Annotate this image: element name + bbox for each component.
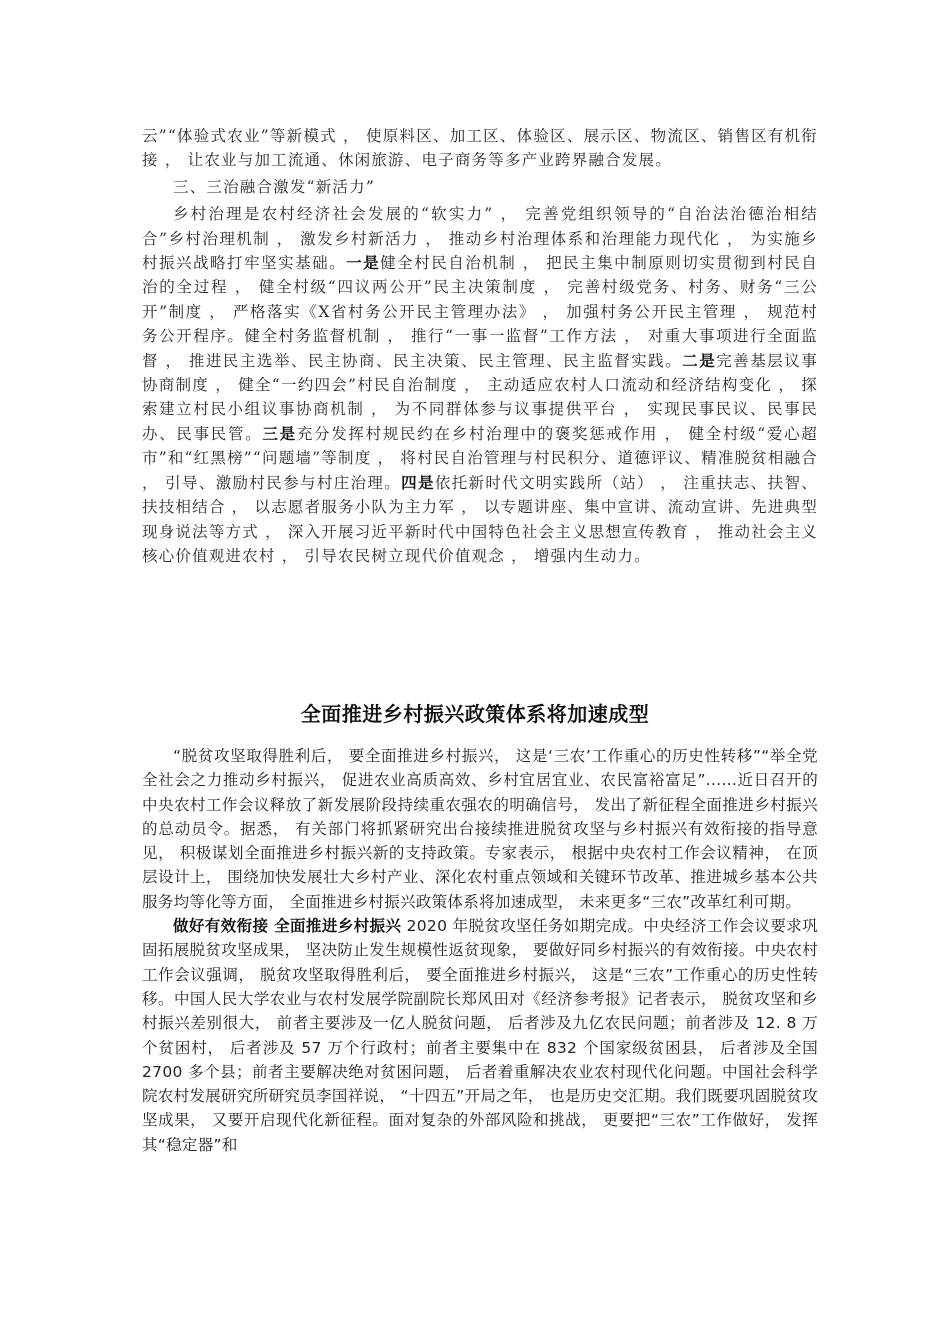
governance-intro: 乡村治理是农村经济社会发展的“软实力” ， 完善党组织领导的“自治法治德治相结合”乡村治理机制 ， 激发乡村新活力 ， 推动乡村治理体系和治理能力现代化 ， 为实施乡村振兴战略打牢坚实基础。: [142, 205, 818, 273]
section-three-governance: [142, 124, 818, 568]
point-text-2: 完善基层议事协商制度 ， 健全“一约四会”村民自治制度 ， 主动适应农村人口流动和经济结构变化 ， 探索建立村民小组议事协商机制 ， 为不同群体参与议事提供平台 ， 实现民事民议、民事民办、民事民管。: [142, 351, 819, 443]
article-paragraph-1: “脱贫攻坚取得胜利后， 要全面推进乡村振兴， 这是‘三农’工作重心的历史性转移”“举全党全社会之力推动乡村振兴， 促进农业高质高效、乡村宜居宜业、农民富裕富足”......近日召开的中央农村工作会议释放了新发展阶段持续重农强农的明确信号， 发出了新征程全面推进乡村振兴的总动员令。据悉， 有关部门将抓紧研究出台接续推进脱贫攻坚与乡村振兴有效衔接的指导意见， 积极谋划全面推进乡村振兴新的支持政策。专家表示， 根据中央农村工作会议精神， 在顶层设计上， 围绕加快发展壮大乡村产业、深化农村重点领域和关键环节改革、推进城乡基本公共服务均等化等方面， 全面推进乡村振兴政策体系将加速成型， 未来更多“三农”改革红利可期。: [142, 747, 818, 911]
article-body: [142, 744, 818, 1157]
point-text-1: 健全村民自治机制 ， 把民主集中制原则切实贯彻到村民自治的全过程 ， 健全村级“四议两公开”民主决策制度 ， 完善村级党务、村务、财务“三公开”制度 ， 严格落实《X省村务公开民主管理办法》 ， 加强村务公开民主管理 ， 规范村务公开程序。健全村务监督机制 ， 推行“一事一监督”工作方法 ， 对重大事项进行全面监督 ， 推进民主选举、民主协商、民主决策、民主管理、民主监督实践。: [142, 254, 819, 370]
point-text-3: 充分发挥村规民约在乡村治理中的褒奖惩戒作用 ， 健全村级“爱心超市”和“红黑榜”“问题墙”等制度 ， 将村民自治管理与村民积分、道德评议、精准脱贫相融合 ， 引导、激励村民参与村庄治理。: [142, 424, 818, 492]
governance-paragraph: [142, 202, 818, 568]
article-title: 全面推进乡村振兴政策体系将加速成型: [300, 702, 650, 726]
continuation-paragraph: 云”“体验式农业”等新模式 ， 使原料区、加工区、体验区、展示区、物流区、销售区有机衔接 ， 让农业与加工流通、休闲旅游、电子商务等多产业跨界融合发展。: [142, 127, 818, 170]
section-heading: 三、三治融合激发“新活力”: [173, 177, 375, 196]
paragraph-2-text: 2020 年脱贫攻坚任务如期完成。中央经济工作会议要求巩固拓展脱贫攻坚成果， 坚决防止发生规模性返贫现象， 要做好同乡村振兴的有效衔接。中央农村工作会议强调， 脱贫攻坚取得胜利后， 要全面推进乡村振兴， 这是“三农”工作重心的历史性转移。中国人民大学农业与农村发展学院副院长郑风田对《经济参考报》记者表示， 脱贫攻坚和乡村振兴差别很大， 前者主要涉及一亿人脱贫问题， 后者涉及九亿农民问题；前者涉及 12. 8 万个贫困村， 后者涉及 57 万个行政村；前者主要集中在 832 个国家级贫困县， 后者涉及全国 2700 多个县；前者主要解决绝对贫困问题， 后者着重解决农业农村现代化问题。中国社会科学院农村发展研究所研究员李国祥说， “十四五”开局之年， 也是历史交汇期。我们既要巩固脱贫攻坚成果， 又要开启现代化新征程。面对复杂的外部风险和挑战， 更要把“三农”工作做好， 发挥其“稳定器”和: [142, 917, 818, 1154]
article-paragraph-2: [142, 914, 818, 1157]
point-marker-3: 三是: [262, 423, 297, 443]
point-text-4: 依托新时代文明实践所（站） ， 注重扶志、扶智、扶技相结合 ， 以志愿者服务小队为主力军 ， 以专题讲座、集中宣讲、流动宣讲、先进典型现身说法等方式 ， 深入开展习近平新时代中国特色社会主义思想宣传教育 ， 推动社会主义核心价值观进农村 ， 引导农民树立现代价值观念 ， 增强内生动力。: [142, 473, 819, 565]
point-marker-4: 四是: [401, 472, 435, 492]
point-marker-2: 二是: [682, 350, 717, 370]
paragraph-lead-heading: 做好有效衔接 全面推进乡村振兴: [173, 917, 402, 936]
point-marker-1: 一是: [346, 253, 381, 273]
